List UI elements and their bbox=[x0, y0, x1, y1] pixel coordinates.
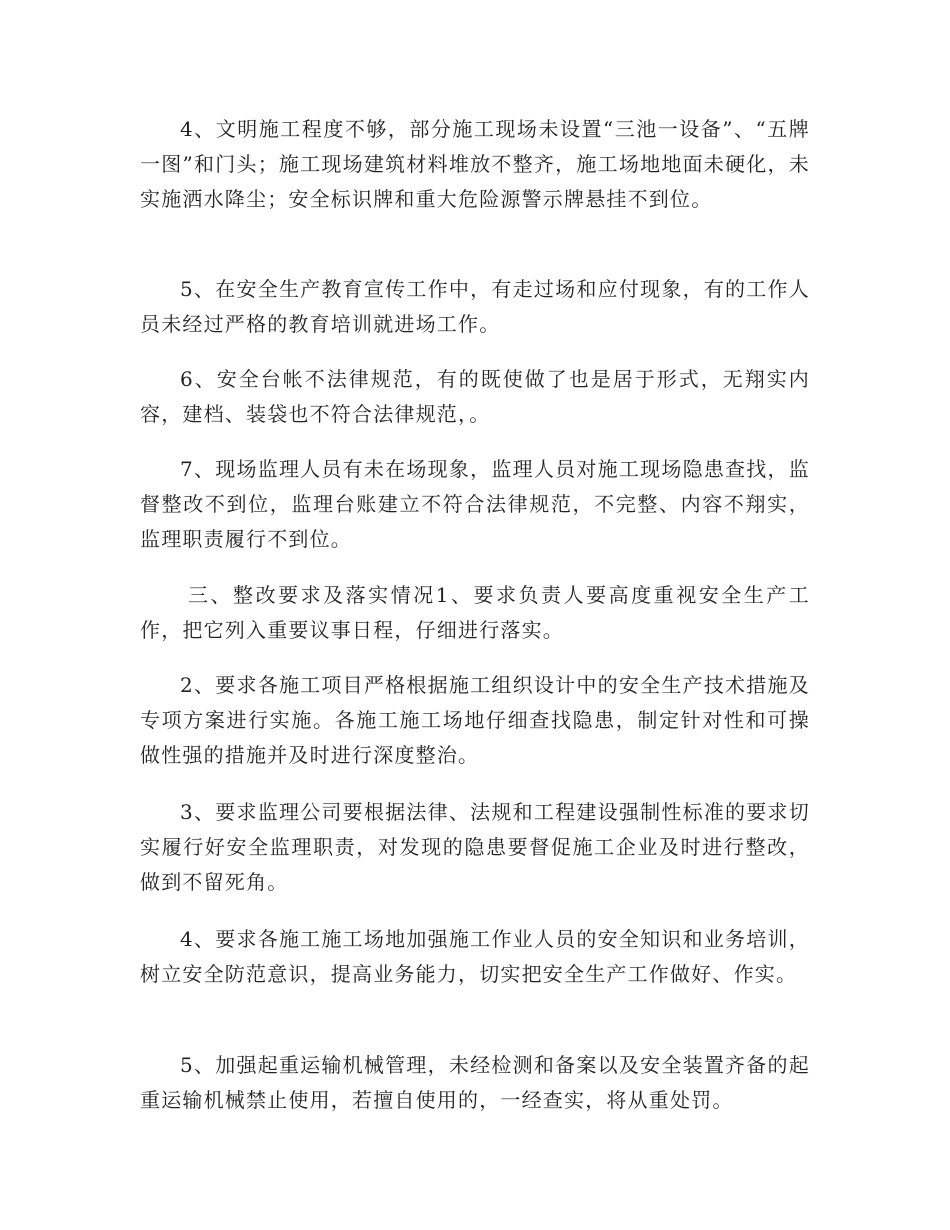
paragraph-item-6-safety-records: 6、安全台帐不法律规范，有的既使做了也是居于形式，无翔实内容，建档、装袋也不符合法律规范，。 bbox=[140, 367, 810, 426]
paragraph-requirement-5: 5、加强起重运输机械管理，未经检测和备案以及安全装置齐备的起重运输机械禁止使用，若擅自使用的，一经查实，将从重处罚。 bbox=[140, 1053, 810, 1112]
paragraph-requirement-3: 3、要求监理公司要根据法律、法规和工程建设强制性标准的要求切实履行好安全监理职责，对发现的隐患要督促施工企业及时进行整改，做到不留死角。 bbox=[140, 800, 810, 894]
paragraph-requirement-4: 4、要求各施工施工场地加强施工作业人员的安全知识和业务培训，树立安全防范意识，提高业务能力，切实把安全生产工作做好、作实。 bbox=[140, 927, 810, 986]
paragraph-item-5-safety-education: 5、在安全生产教育宣传工作中，有走过场和应付现象，有的工作人员未经过严格的教育培训就进场工作。 bbox=[140, 277, 810, 336]
paragraph-item-4-civilized-construction: 4、文明施工程度不够，部分施工现场未设置“三池一设备”、“五牌一图”和门头；施工现场建筑材料堆放不整齐，施工场地地面未硬化，未实施洒水降尘；安全标识牌和重大危险源警示牌悬挂不到位。 bbox=[140, 117, 810, 211]
paragraph-item-7-supervision-personnel: 7、现场监理人员有未在场现象，监理人员对施工现场隐患查找，监督整改不到位，监理台账建立不符合法律规范，不完整、内容不翔实，监理职责履行不到位。 bbox=[140, 457, 810, 551]
paragraph-section-3-rectification: 三、整改要求及落实情况1、要求负责人要高度重视安全生产工作，把它列入重要议事日程，仔细进行落实。 bbox=[140, 583, 810, 642]
paragraph-requirement-2: 2、要求各施工项目严格根据施工组织设计中的安全生产技术措施及专项方案进行实施。各施工施工场地仔细查找隐患，制定针对性和可操做性强的措施并及时进行深度整治。 bbox=[140, 673, 810, 767]
